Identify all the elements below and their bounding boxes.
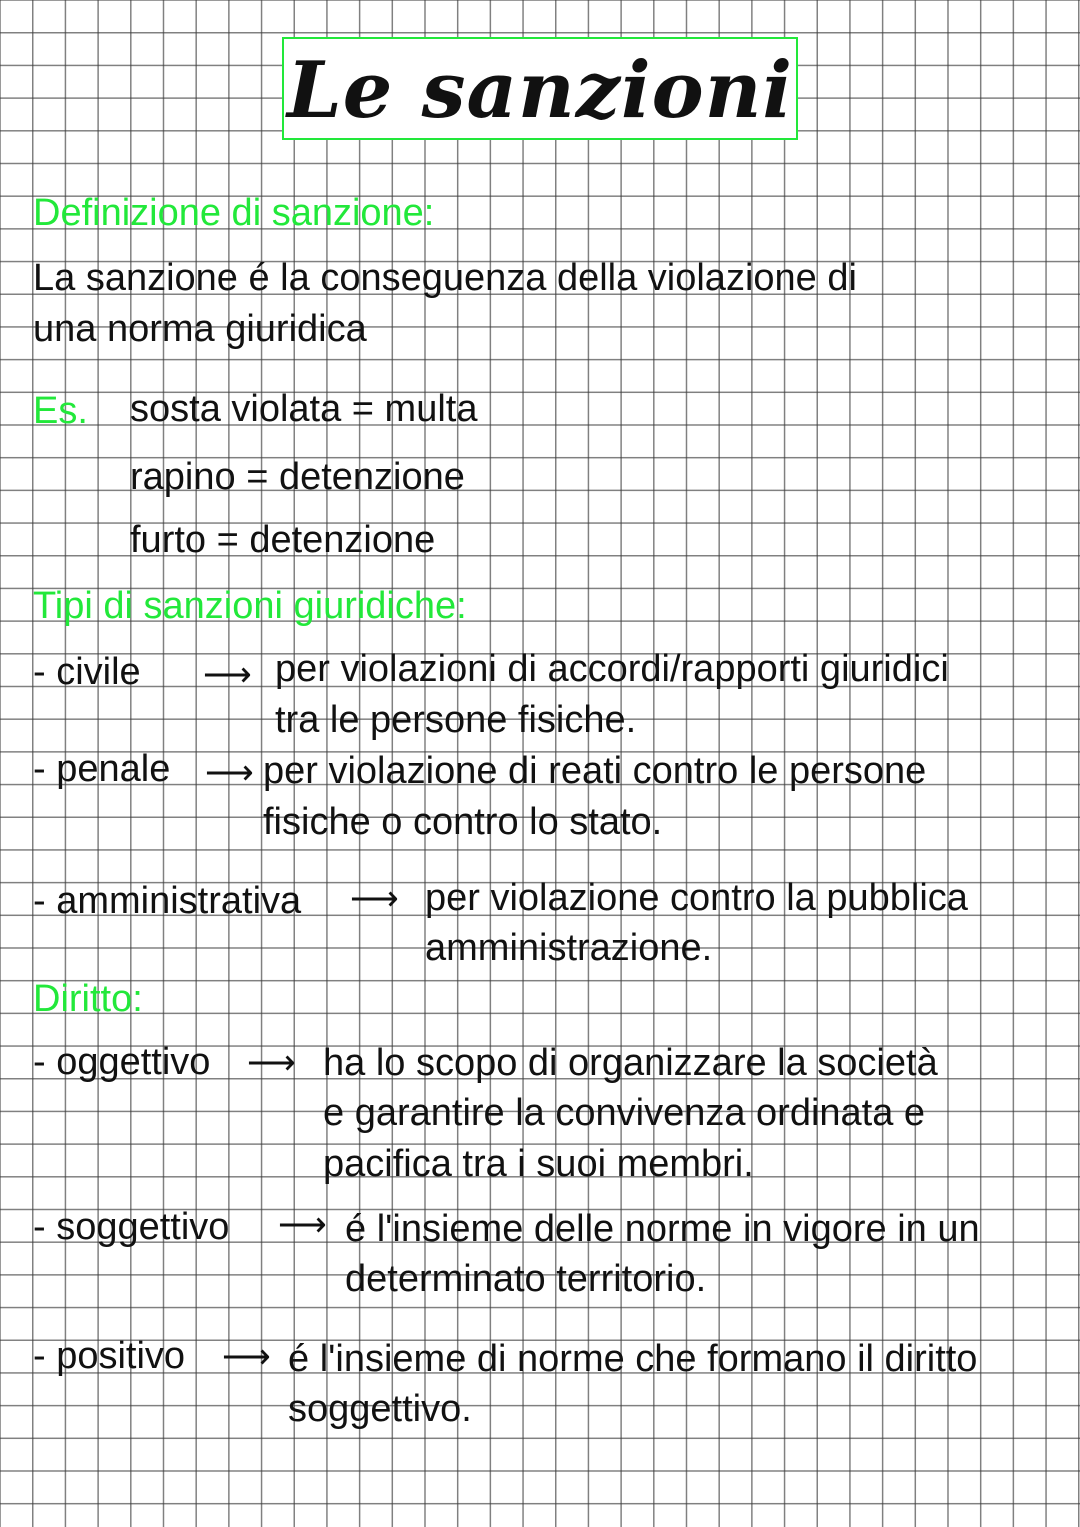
diritto-desc: soggettivo. xyxy=(288,1388,472,1430)
diritto-desc: pacifica tra i suoi membri. xyxy=(323,1143,754,1185)
title-box xyxy=(282,37,798,140)
diritto-term: - soggettivo xyxy=(33,1206,230,1248)
type-desc: fisiche o contro lo stato. xyxy=(263,801,663,843)
arrow-icon: ⟶ xyxy=(350,880,399,918)
type-desc: per violazione contro la pubblica xyxy=(425,877,968,919)
type-desc: per violazione di reati contro le persone xyxy=(263,750,927,792)
diritto-desc: é l'insieme delle norme in vigore in un xyxy=(345,1208,980,1250)
arrow-icon: ⟶ xyxy=(205,754,254,792)
arrow-icon: ⟶ xyxy=(278,1206,327,1244)
types-heading: Tipi di sanzioni giuridiche: xyxy=(33,585,467,627)
definition-heading: Definizione di sanzione: xyxy=(33,192,435,234)
arrow-icon: ⟶ xyxy=(247,1044,296,1082)
example-item: sosta violata = multa xyxy=(130,388,478,430)
arrow-icon: ⟶ xyxy=(222,1338,271,1376)
example-item: furto = detenzione xyxy=(130,519,436,561)
type-desc: tra le persone fisiche. xyxy=(275,699,637,741)
diritto-heading: Diritto: xyxy=(33,978,143,1020)
type-term: - penale xyxy=(33,748,171,790)
diritto-desc: ha lo scopo di organizzare la società xyxy=(323,1042,938,1084)
diritto-desc: é l'insieme di norme che formano il diritto xyxy=(288,1338,978,1380)
diritto-term: - positivo xyxy=(33,1335,186,1377)
type-desc: amministrazione. xyxy=(425,927,713,969)
type-desc: per violazioni di accordi/rapporti giuridici xyxy=(275,648,949,690)
definition-line: La sanzione é la conseguenza della violazione di xyxy=(33,257,857,299)
examples-label: Es. xyxy=(33,390,88,432)
diritto-desc: determinato territorio. xyxy=(345,1258,707,1300)
type-term: - amministrativa xyxy=(33,880,302,922)
arrow-icon: ⟶ xyxy=(203,656,252,694)
diritto-desc: e garantire la convivenza ordinata e xyxy=(323,1092,926,1134)
page-title: Le sanzioni xyxy=(286,45,794,136)
example-item: rapino = detenzione xyxy=(130,456,465,498)
diritto-term: - oggettivo xyxy=(33,1041,211,1083)
type-term: - civile xyxy=(33,651,141,693)
definition-line: una norma giuridica xyxy=(33,308,367,350)
